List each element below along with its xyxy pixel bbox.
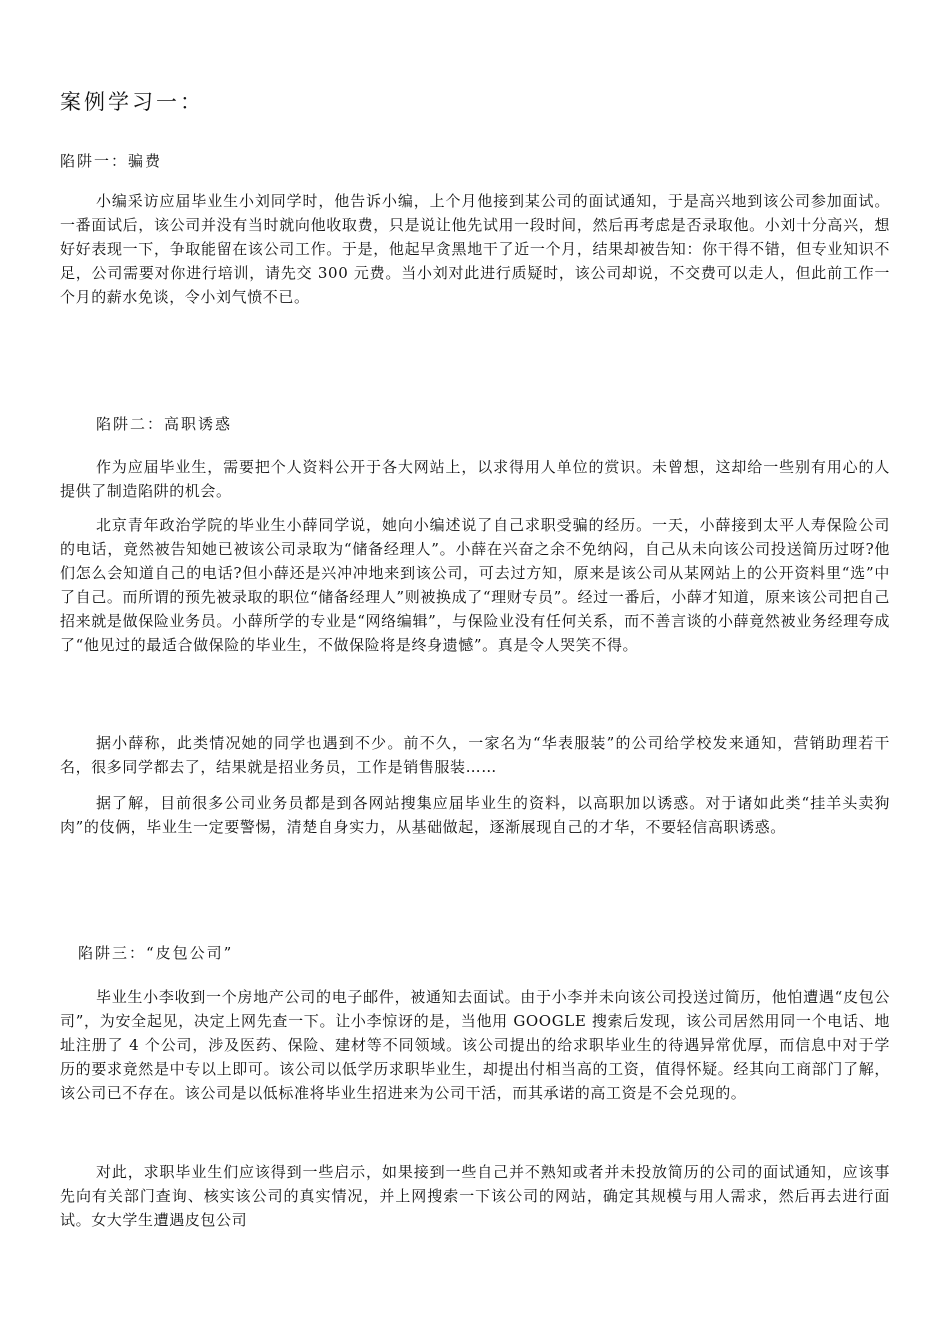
section-heading-2: 陷阱二：高职诱惑	[96, 415, 233, 433]
section-2-paragraph-3: 据小薛称，此类情况她的同学也遇到不少。前不久，一家名为“华表服装”的公司给学校发来通知，营销助理若干名，很多同学都去了，结果就是招业务员，工作是销售服装……	[60, 734, 890, 776]
section-heading-1: 陷阱一：骗费	[60, 152, 163, 170]
section-1-paragraph-1: 小编采访应届毕业生小刘同学时，他告诉小编，上个月他接到某公司的面试通知，于是高兴地到该公司参加面试。一番面试后，该公司并没有当时就向他收取费，只是说让他先试用一段时间，然后再考虑是否录取他。小刘十分高兴，想好好表现一下，争取能留在该公司工作。于是，他起早贪黑地干了近一个月，结果却被告知：你干得不错，但专业知识不足，公司需要对你进行培训，请先交 300 元费。当小刘对此进行质疑时，该公司却说，不交费可以走人，但此前工作一个月的薪水免谈，令小刘气愤不已。	[60, 192, 890, 306]
section-2-paragraph-4: 据了解，目前很多公司业务员都是到各网站搜集应届毕业生的资料，以高职加以诱惑。对于诸如此类“挂羊头卖狗肉”的伎俩，毕业生一定要警惕，清楚自身实力，从基础做起，逐渐展现自己的才华，不要轻信高职诱惑。	[60, 794, 890, 836]
section-2-paragraph-1: 作为应届毕业生，需要把个人资料公开于各大网站上，以求得用人单位的赏识。未曾想，这却给一些别有用心的人提供了制造陷阱的机会。	[60, 458, 890, 500]
section-2-paragraph-2: 北京青年政治学院的毕业生小薛同学说，她向小编述说了自己求职受骗的经历。一天，小薛接到太平人寿保险公司的电话，竟然被告知她已被该公司录取为“储备经理人”。小薛在兴奋之余不免纳闷，自己从未向该公司投送简历过呀?他们怎么会知道自己的电话?但小薛还是兴冲冲地来到该公司，可去过方知，原来是该公司从某网站上的公开资料里“选”中了自己。而所谓的预先被录取的职位“储备经理人”则被换成了“理财专员”。经过一番后，小薛才知道，原来该公司把自己招来就是做保险业务员。小薛所学的专业是“网络编辑”，与保险业没有任何关系，而不善言谈的小薛竟然被业务经理夸成了“他见过的最适合做保险的毕业生，不做保险将是终身遗憾”。真是令人哭笑不得。	[60, 516, 890, 654]
section-heading-3: 陷阱三：“皮包公司”	[78, 944, 234, 962]
section-3-paragraph-2: 对此，求职毕业生们应该得到一些启示，如果接到一些自己并不熟知或者并未投放简历的公司的面试通知，应该事先向有关部门查询、核实该公司的真实情况，并上网搜索一下该公司的网站，确定其规模与用人需求，然后再去进行面试。女大学生遭遇皮包公司	[60, 1163, 890, 1229]
document-title: 案例学习一：	[60, 90, 204, 114]
section-3-paragraph-1: 毕业生小李收到一个房地产公司的电子邮件，被通知去面试。由于小李并未向该公司投送过简历，他怕遭遇“皮包公司”，为安全起见，决定上网先查一下。让小李惊讶的是，当他用 GOOGLE 搜索后发现，该公司居然用同一个电话、地址注册了 4 个公司，涉及医药、保险、建材等不同领域。该公司提出的给求职毕业生的待遇异常优厚，而信息中对于学历的要求竟然是中专以上即可。该公司以低学历求职毕业生，却提出付相当高的工资，值得怀疑。经其向工商部门了解，该公司已不存在。该公司是以低标准将毕业生招进来为公司干活，而其承诺的高工资是不会兑现的。	[60, 988, 890, 1102]
